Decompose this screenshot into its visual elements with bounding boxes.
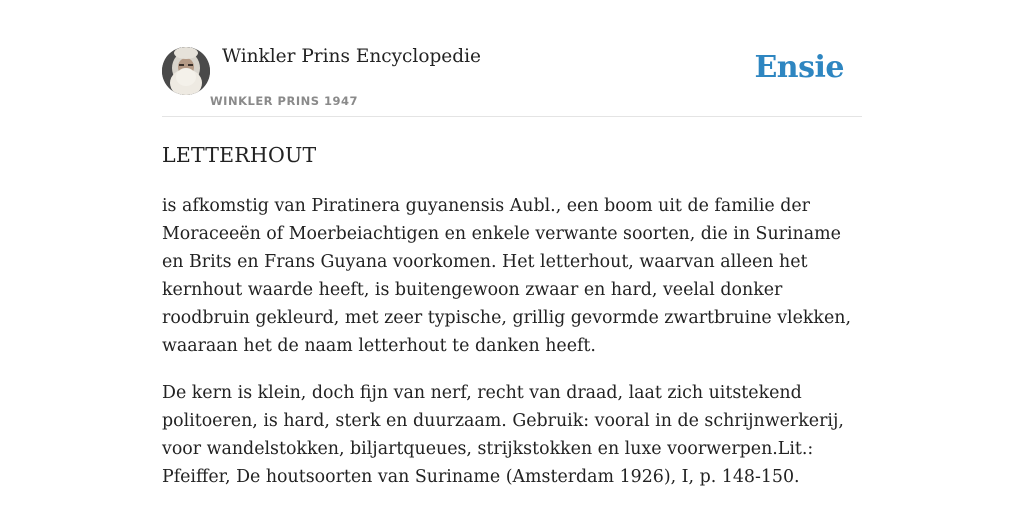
ensie-logo[interactable]: Ensie — [754, 50, 844, 85]
article-title: LETTERHOUT — [162, 143, 317, 167]
author-avatar-icon[interactable] — [162, 47, 210, 95]
site-header — [162, 40, 862, 117]
article — [162, 140, 862, 510]
article-paragraph: De kern is klein, doch fijn van nerf, recht van draad, laat zich uitstekend politoeren, is hard, sterk en duurzaam. Gebruik: vooral in de schrijnwerkerij, voor wandelstokken, biljartqueues, strijkstokken en luxe voorwerpen.Lit.: Pfeiffer, De houtsoorten van Suriname (Amsterdam 1926), I, p. 148-150. — [162, 383, 844, 487]
article-paragraph: is afkomstig van Piratinera guyanensis Aubl., een boom uit de familie der Moraceeën of Moerbeiachtigen en enkele verwante soorten, die in Suriname en Brits en Frans Guyana voorkomen. Het letterhout, waarvan alleen het kernhout waarde heeft, is buitengewoon zwaar en hard, veelal donker roodbruin gekleurd, met zeer typische, grillig gevormde zwartbruine vlekken, waaraan het de naam letterhout te danken heeft. — [162, 196, 851, 356]
source-subtitle: WINKLER PRINS 1947 — [210, 94, 359, 108]
site-title[interactable]: Winkler Prins Encyclopedie — [222, 46, 481, 67]
